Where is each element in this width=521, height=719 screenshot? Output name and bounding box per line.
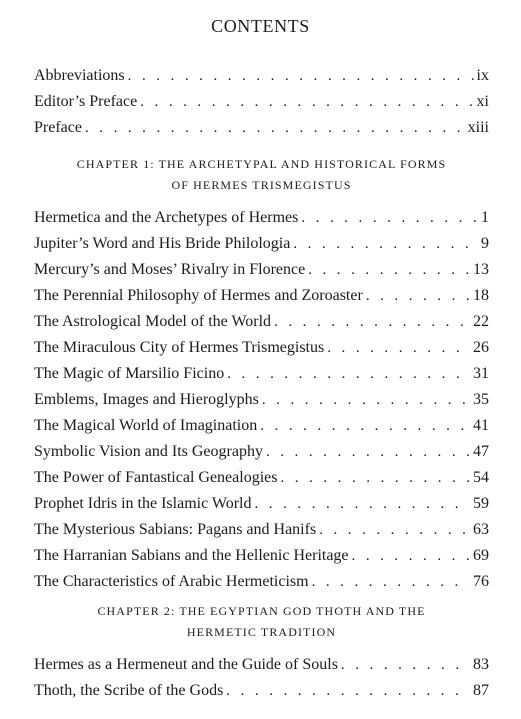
entry-page: 87 [473, 682, 489, 699]
toc-entry[interactable] [34, 680, 489, 702]
entry-label: The Power of Fantastical Genealogies [34, 469, 278, 486]
entry-label: Editor’s Preface [34, 93, 138, 110]
entry-page: 54 [473, 469, 489, 486]
leader-dots [312, 571, 470, 593]
chapter-heading-line: CHAPTER 1: THE ARCHETYPAL AND HISTORICAL FORMS [76, 157, 447, 171]
entry-page: 1 [481, 209, 489, 226]
leader-dots [226, 680, 470, 702]
entry-page: 69 [473, 547, 489, 564]
entry-page: xi [476, 93, 489, 110]
entry-page: 9 [481, 235, 489, 252]
leader-dots [366, 285, 470, 307]
leader-dots [341, 654, 470, 676]
toc-entry[interactable] [34, 389, 489, 411]
toc-entry[interactable] [34, 493, 489, 515]
entry-label: The Perennial Philosophy of Hermes and Zoroaster [34, 287, 363, 304]
entry-label: Mercury’s and Moses’ Rivalry in Florence [34, 261, 306, 278]
leader-dots [260, 415, 470, 437]
leader-dots [227, 363, 470, 385]
toc-entry[interactable] [34, 91, 489, 113]
toc-entry[interactable] [34, 519, 489, 541]
toc-entry[interactable] [34, 571, 489, 593]
toc-entry[interactable] [34, 654, 489, 676]
leader-dots [352, 545, 470, 567]
toc-entry[interactable] [34, 415, 489, 437]
entry-page: 18 [473, 287, 489, 304]
chapter-heading-line: HERMETIC TRADITION [186, 625, 337, 639]
chapter-heading-line: OF HERMES TRISMEGISTUS [171, 178, 352, 192]
leader-dots [140, 91, 473, 113]
entry-page: xiii [467, 119, 489, 136]
entry-page: ix [476, 67, 489, 84]
leader-dots [266, 441, 470, 463]
toc-entry[interactable] [34, 545, 489, 567]
entry-page: 31 [473, 365, 489, 382]
toc-entry[interactable] [34, 117, 489, 139]
entry-page: 26 [473, 339, 489, 356]
entry-page: 35 [473, 391, 489, 408]
entry-label: Hermes as a Hermeneut and the Guide of Souls [34, 656, 338, 673]
entry-page: 13 [473, 261, 489, 278]
entry-label: Emblems, Images and Hieroglyphs [34, 391, 259, 408]
entry-label: Preface [34, 119, 82, 136]
leader-dots [255, 493, 471, 515]
toc-entry[interactable] [34, 207, 489, 229]
leader-dots [280, 467, 470, 489]
toc-entry[interactable] [34, 311, 489, 333]
chapter-heading [34, 601, 489, 643]
toc-entry[interactable] [34, 363, 489, 385]
leader-dots [327, 337, 470, 359]
entry-page: 22 [473, 313, 489, 330]
entry-label: Hermetica and the Archetypes of Hermes [34, 209, 299, 226]
entry-label: The Astrological Model of the World [34, 313, 272, 330]
toc-entry[interactable] [34, 259, 489, 281]
entry-label: Abbreviations [34, 67, 125, 84]
leader-dots [274, 311, 470, 333]
leader-dots [262, 389, 470, 411]
toc-entry[interactable] [34, 467, 489, 489]
entry-label: Prophet Idris in the Islamic World [34, 495, 252, 512]
entry-label: The Harranian Sabians and the Hellenic Heritage [34, 547, 349, 564]
entry-page: 59 [473, 495, 489, 512]
entry-label: Thoth, the Scribe of the Gods [34, 682, 224, 699]
entry-label: The Miraculous City of Hermes Trismegistus [34, 339, 325, 356]
leader-dots [319, 519, 470, 541]
entry-page: 76 [473, 573, 489, 590]
entry-page: 83 [473, 656, 489, 673]
toc-entry[interactable] [34, 285, 489, 307]
entry-page: 41 [473, 417, 489, 434]
toc-entry[interactable] [34, 233, 489, 255]
entry-label: The Mysterious Sabians: Pagans and Hanifs [34, 521, 317, 538]
entry-label: The Magic of Marsilio Ficino [34, 365, 225, 382]
leader-dots [308, 259, 470, 281]
entry-label: Jupiter’s Word and His Bride Philologia [34, 235, 291, 252]
chapter-heading-line: CHAPTER 2: THE EGYPTIAN GOD THOTH AND THE [97, 604, 426, 618]
entry-page: 63 [473, 521, 489, 538]
chapter-heading [34, 154, 489, 196]
leader-dots [293, 233, 478, 255]
leader-dots [128, 65, 474, 87]
leader-dots [85, 117, 465, 139]
toc-entry[interactable] [34, 441, 489, 463]
entry-label: Symbolic Vision and Its Geography [34, 443, 263, 460]
toc-entry[interactable] [34, 65, 489, 87]
entry-page: 47 [473, 443, 489, 460]
entry-label: The Characteristics of Arabic Hermeticism [34, 573, 309, 590]
entry-label: The Magical World of Imagination [34, 417, 258, 434]
toc-entry[interactable] [34, 337, 489, 359]
page-title: CONTENTS [211, 16, 310, 36]
leader-dots [301, 207, 478, 229]
